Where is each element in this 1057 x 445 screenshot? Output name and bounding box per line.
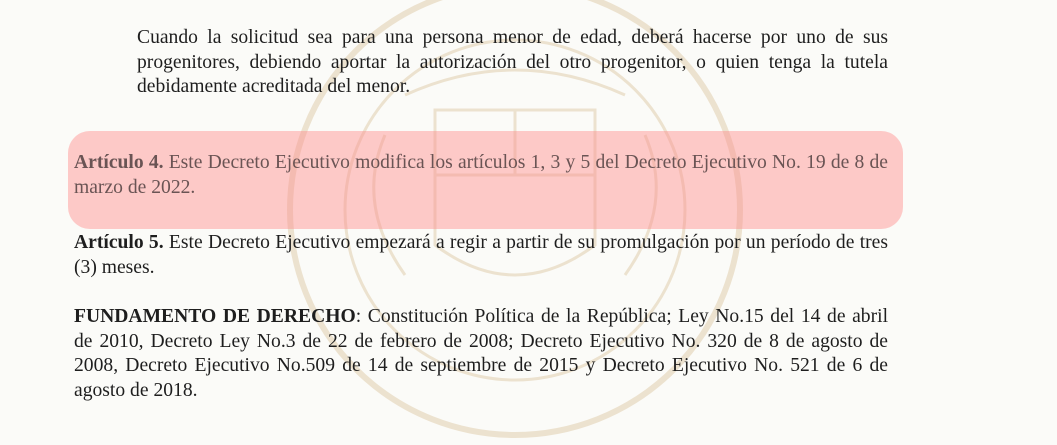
- article-5-heading: Artículo 5.: [74, 232, 164, 253]
- article-4-heading: Artículo 4.: [74, 152, 164, 173]
- article-4: [74, 151, 888, 200]
- paragraph-minor-applicant: Cuando la solicitud sea para una persona menor de edad, deberá hacerse por uno de sus progenitores, debiendo aportar la autorización del otro progenitor, o quien tenga la tutela debidamente acreditada del menor.: [137, 27, 888, 97]
- legal-basis-heading: FUNDAMENTO DE DERECHO: [74, 306, 356, 327]
- article-5-text: Este Decreto Ejecutivo empezará a regir a partir de su promulgación por un período de tres (3) meses.: [74, 232, 888, 278]
- legal-basis-text: : Constitución Política de la República; Ley No.15 del 14 de abril de 2010, Decreto Ley No.3 de 22 de febrero de 2008; Decreto Ejecutivo No. 320 de 8 de agosto de 2008, Decreto Ejecutivo No.509 de 14 de septiembre de 2015 y Decreto Ejecutivo No. 521 de 6 de agosto de 2018.: [74, 306, 889, 401]
- legal-basis: [74, 305, 888, 403]
- article-5: [74, 231, 888, 280]
- article-4-text: Este Decreto Ejecutivo modifica los artículos 1, 3 y 5 del Decreto Ejecutivo No. 19 de 8 de marzo de 2022.: [74, 152, 888, 198]
